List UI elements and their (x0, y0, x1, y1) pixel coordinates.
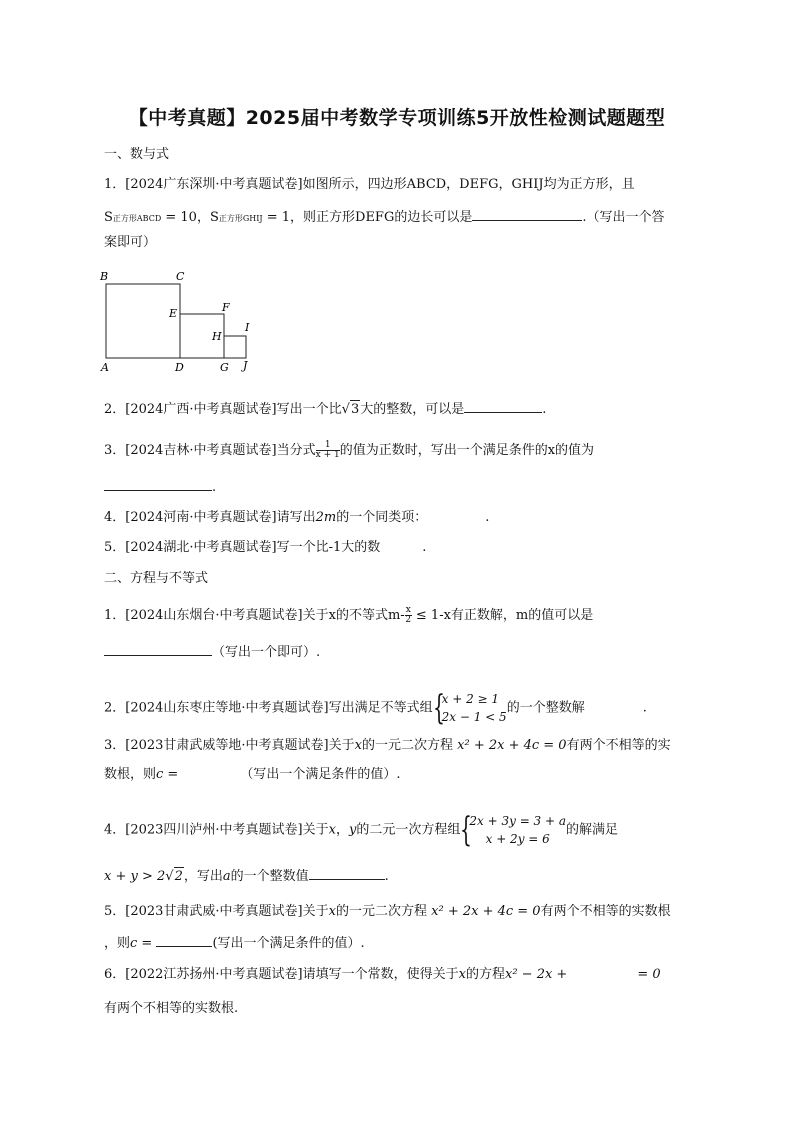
q2-3-c-equals: c = (156, 767, 179, 782)
page-title: 【中考真题】2025届中考数学专项训练5开放性检测试题题型 (128, 107, 666, 129)
q2-1-text-a: 1．[2024山东烟台·中考真题试卷]关于x的不等式m- (104, 608, 405, 623)
q1-1-s2-rest: = 1，则正方形DEFG的边长可以是 (262, 210, 473, 225)
q1-1-s1-rest: = 10，S (161, 210, 219, 225)
question-2-6-line2: 有两个不相等的实数根. (104, 1001, 239, 1016)
q2-4-var-y: y (349, 822, 357, 838)
q1-2-text-a: 2．[2024广西·中考真题试卷]写出一个比 (104, 402, 342, 417)
question-1-2 (104, 399, 546, 419)
question-1-4 (104, 509, 489, 527)
q2-6-equation: x² − 2x + (505, 967, 568, 982)
q2-6-text-a: 6．[2022江苏扬州·中考真题试卷]请填写一个常数，使得关于 (104, 967, 459, 982)
q2-4-text-c: 的解满足 (566, 822, 619, 838)
answer-blank[interactable] (464, 399, 542, 413)
q2-3-text-a: 3．[2023甘肃武威等地·中考真题试卷]关于 (104, 738, 355, 753)
q2-5-c-equals: c = (130, 936, 153, 951)
q2-5-text-e: (写出一个满足条件的值）. (212, 936, 365, 951)
question-1-5 (104, 539, 426, 557)
fraction-numerator: 1 (316, 441, 340, 451)
label-i: I (245, 321, 250, 334)
q2-5-text-c: 有两个不相等的实数根 (540, 904, 671, 919)
q2-1-text-c: （写出一个即可） (212, 645, 317, 660)
q1-2-end: . (542, 402, 547, 417)
q2-4-text-e: ，写出 (183, 869, 223, 884)
section-heading-numbers: 一、数与式 (104, 147, 170, 162)
q2-3-var-x: x (354, 738, 362, 753)
question-2-3-line2 (104, 766, 400, 784)
question-2-1 (104, 606, 593, 625)
fraction-numerator: x (405, 605, 411, 615)
square-ghij (224, 336, 246, 358)
left-brace: { (460, 810, 473, 850)
equation-system (460, 812, 566, 848)
system-row-2: 2x − 1 < 5 (441, 710, 507, 724)
question-2-5 (104, 903, 671, 921)
label-e: E (169, 307, 178, 320)
q1-2-text-b: 大的整数，可以是 (360, 402, 465, 417)
question-2-5-line2 (104, 933, 365, 953)
sqrt-symbol: √ (165, 869, 174, 884)
q2-4-text-a: 4．[2023四川泸州·中考真题试卷]关于 (104, 822, 329, 838)
section-heading-equations: 二、方程与不等式 (104, 571, 209, 586)
question-2-4-line2 (104, 866, 389, 886)
left-brace: { (432, 688, 445, 728)
q2-2-text-a: 2．[2024山东枣庄等地·中考真题试卷]写出满足不等式组 (104, 700, 433, 716)
q1-3-end: . (212, 480, 217, 495)
q1-4-term: 2m (315, 510, 337, 525)
q2-5-text-b: 的一元二次方程 (335, 904, 427, 919)
fraction-denominator: x + 1 (315, 450, 340, 460)
q2-5-var-x: x (328, 904, 336, 919)
q2-6-text-b: 的方程 (465, 967, 505, 982)
system-row-1: 2x + 3y = 3 + a (469, 814, 567, 828)
question-1-1-line1 (104, 176, 635, 194)
question-2-1-line2 (104, 642, 320, 662)
q1-2-radicand: 3 (350, 402, 360, 417)
question-2-2 (104, 690, 647, 726)
q2-4-text-f: 的一个整数值 (230, 869, 309, 884)
system-row-1: x + 2 ≥ 1 (441, 692, 500, 706)
label-j: J (243, 359, 248, 372)
q1-4-text-b: 的一个同类项： (336, 510, 428, 525)
q1-4-text-a: 4．[2024河南·中考真题试卷]请写出 (104, 510, 316, 525)
label-c: C (176, 270, 185, 283)
q2-5-text-d: ，则 (104, 936, 131, 951)
label-f: F (222, 301, 230, 314)
question-1-1-line3: 案即可） (104, 235, 157, 250)
label-a: A (101, 361, 109, 374)
q2-3-text-e: （写出一个满足条件的值）. (240, 767, 401, 782)
q1-1-s1-sub: 正方形ABCD (112, 214, 162, 223)
sqrt-symbol: √ (341, 402, 350, 417)
q1-4-end: . (485, 510, 490, 525)
q1-1-end: .（写出一个答 (582, 210, 665, 225)
q2-4-sep: ， (335, 822, 349, 838)
fraction-denominator: 2 (405, 615, 412, 625)
system-row-2: x + 2y = 6 (485, 832, 550, 846)
answer-blank[interactable] (309, 866, 385, 880)
question-2-3 (104, 737, 671, 755)
label-h: H (212, 330, 222, 343)
answer-blank[interactable] (472, 207, 582, 221)
q1-3-text-a: 3．[2024吉林·中考真题试卷]当分式 (104, 443, 316, 458)
q2-1-end: . (316, 645, 321, 660)
question-1-3-line2 (104, 477, 216, 497)
q1-1-s2-sub: 正方形GHIJ (218, 214, 263, 223)
q2-3-text-d: 数根，则 (104, 767, 157, 782)
label-d: D (175, 361, 184, 374)
q1-5-end: . (422, 540, 427, 555)
q1-3-text-b: 的值为正数时，写出一个满足条件的x的值为 (339, 443, 595, 458)
q2-3-text-b: 的一元二次方程 (361, 738, 453, 753)
fraction (316, 441, 340, 460)
square-abcd (106, 284, 180, 358)
q2-4-end: . (384, 869, 389, 884)
q2-2-end: . (642, 700, 647, 716)
answer-blank[interactable] (156, 933, 212, 947)
answer-blank[interactable] (104, 477, 212, 491)
question-2-4 (104, 812, 618, 848)
label-b: B (100, 270, 109, 283)
answer-blank[interactable] (104, 642, 212, 656)
q2-6-var-x: x (458, 967, 466, 982)
q2-5-equation: x² + 2x + 4c = 0 (431, 904, 541, 919)
question-1-1-line2 (104, 207, 664, 228)
q2-4-var-a: a (222, 869, 231, 884)
q1-5-text-a: 5．[2024湖北·中考真题试卷]写一个比-1大的数 (104, 540, 381, 555)
q2-5-text-a: 5．[2023甘肃武威·中考真题试卷]关于 (104, 904, 329, 919)
q1-1-text-a: 1．[2024广东深圳·中考真题试卷]如图所示，四边形ABCD，DEFG，GHIJ均为正方形，且 (104, 177, 635, 192)
fraction (405, 606, 412, 625)
q2-3-equation: x² + 2x + 4c = 0 (457, 738, 567, 753)
q2-4-var-x: x (328, 822, 336, 838)
squares-figure (98, 268, 268, 376)
q2-2-text-b: 的一个整数解 (506, 700, 585, 716)
q2-4-inequality: x + y > 2 (104, 869, 166, 884)
question-1-3 (104, 441, 594, 460)
q2-4-radicand: 2 (174, 869, 183, 884)
q2-1-text-b: ≤ 1-x有正数解，m的值可以是 (411, 608, 594, 623)
q1-1-s1: S (104, 210, 113, 225)
q2-6-equation-end: = 0 (637, 967, 661, 982)
q2-3-text-c: 有两个不相等的实 (566, 738, 671, 753)
label-g: G (220, 361, 229, 374)
question-2-6 (104, 966, 661, 984)
inequality-system (433, 690, 507, 726)
q2-4-text-b: 的二元一次方程组 (356, 822, 461, 838)
